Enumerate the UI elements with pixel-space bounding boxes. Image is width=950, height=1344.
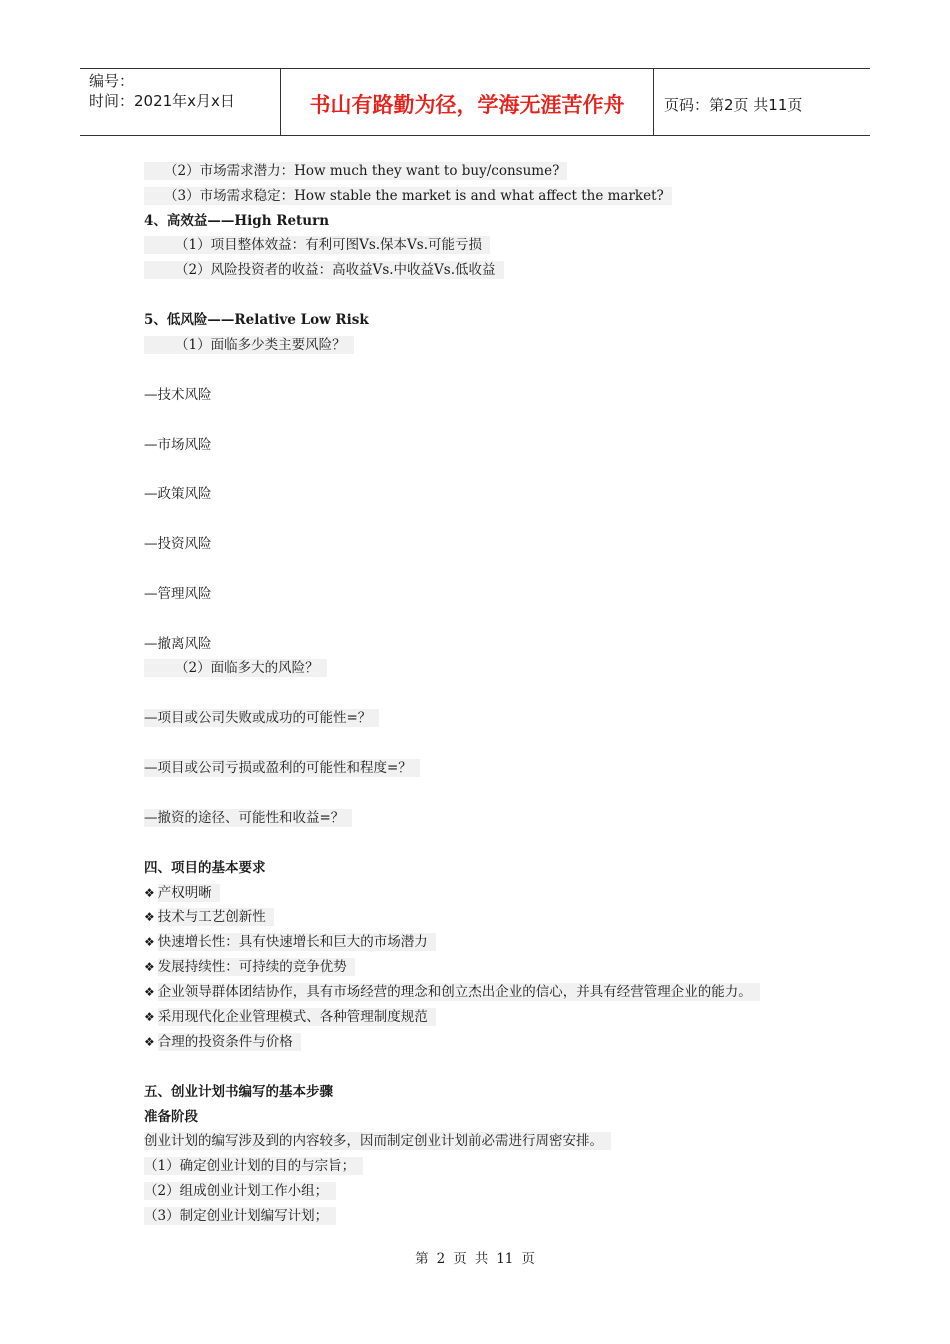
risk-item: —撤离风险 bbox=[144, 636, 212, 652]
header-table bbox=[80, 68, 870, 136]
section-heading: 四、项目的基本要求 bbox=[144, 860, 266, 876]
diamond-bullet-icon: ❖ bbox=[144, 935, 155, 949]
motto-text: 书山有路勤为径，学海无涯苦作舟 bbox=[309, 93, 625, 117]
risk-item: —政策风险 bbox=[144, 486, 212, 502]
sub-heading: 准备阶段 bbox=[144, 1109, 198, 1125]
number-label: 编号： bbox=[89, 72, 135, 90]
risk-question: —撤资的途径、可能性和收益=？ bbox=[144, 809, 352, 827]
text-line: （3）制定创业计划编写计划； bbox=[144, 1207, 336, 1225]
list-item: ❖ 快速增长性：具有快速增长和巨大的市场潜力 bbox=[144, 933, 436, 951]
footer-total-pages: 11 bbox=[496, 1251, 514, 1267]
risk-item: —投资风险 bbox=[144, 536, 212, 552]
text-line: （2）市场需求潜力：How much they want to buy/consume? bbox=[144, 162, 567, 180]
text-line: （1）面临多少类主要风险？ bbox=[144, 336, 354, 354]
diamond-bullet-icon: ❖ bbox=[144, 985, 155, 999]
page-info: 页码：第2页 共11页 bbox=[664, 95, 803, 114]
diamond-bullet-icon: ❖ bbox=[144, 1010, 155, 1024]
section-heading: 5、低风险——Relative Low Risk bbox=[144, 312, 369, 328]
motto-cell bbox=[281, 69, 654, 135]
text-line: （2）风险投资者的收益：高收益Vs.中收益Vs.低收益 bbox=[144, 261, 504, 279]
list-item: ❖ 技术与工艺创新性 bbox=[144, 908, 274, 926]
diamond-bullet-icon: ❖ bbox=[144, 910, 155, 924]
risk-question: —项目或公司失败或成功的可能性=？ bbox=[144, 709, 379, 727]
footer-page-number: 2 bbox=[436, 1251, 446, 1267]
time-label: 时间：2021年x月x日 bbox=[89, 92, 235, 110]
list-item: ❖ 合理的投资条件与价格 bbox=[144, 1033, 301, 1051]
list-item: ❖ 发展持续性：可持续的竞争优势 bbox=[144, 958, 355, 976]
text-line: （1）确定创业计划的目的与宗旨； bbox=[144, 1157, 363, 1175]
section-heading: 4、高效益——High Return bbox=[144, 213, 330, 229]
text-line: （3）市场需求稳定：How stable the market is and what affect the market? bbox=[144, 187, 672, 205]
header-meta-cell bbox=[80, 69, 281, 135]
diamond-bullet-icon: ❖ bbox=[144, 886, 155, 900]
list-item: ❖ 企业领导群体团结协作，具有市场经营的理念和创立杰出企业的信心，并具有经营管理企业的能力。 bbox=[144, 983, 760, 1001]
page-info-cell bbox=[654, 69, 870, 135]
text-line: 创业计划的编写涉及到的内容较多，因而制定创业计划前必需进行周密安排。 bbox=[144, 1132, 611, 1150]
section-heading: 五、创业计划书编写的基本步骤 bbox=[144, 1084, 333, 1100]
risk-item: —技术风险 bbox=[144, 387, 212, 403]
text-line: （1）项目整体效益：有利可图Vs.保本Vs.可能亏损 bbox=[144, 236, 490, 254]
page-footer: 第 2 页 共 11 页 bbox=[415, 1251, 535, 1267]
list-item: ❖ 采用现代化企业管理模式、各种管理制度规范 bbox=[144, 1008, 436, 1026]
text-line: （2）面临多大的风险？ bbox=[144, 659, 327, 677]
diamond-bullet-icon: ❖ bbox=[144, 960, 155, 974]
text-line: （2）组成创业计划工作小组； bbox=[144, 1182, 336, 1200]
risk-item: —管理风险 bbox=[144, 586, 212, 602]
list-item: ❖ 产权明晰 bbox=[144, 884, 220, 902]
risk-question: —项目或公司亏损或盈利的可能性和程度=？ bbox=[144, 759, 420, 777]
risk-item: —市场风险 bbox=[144, 437, 212, 453]
diamond-bullet-icon: ❖ bbox=[144, 1035, 155, 1049]
